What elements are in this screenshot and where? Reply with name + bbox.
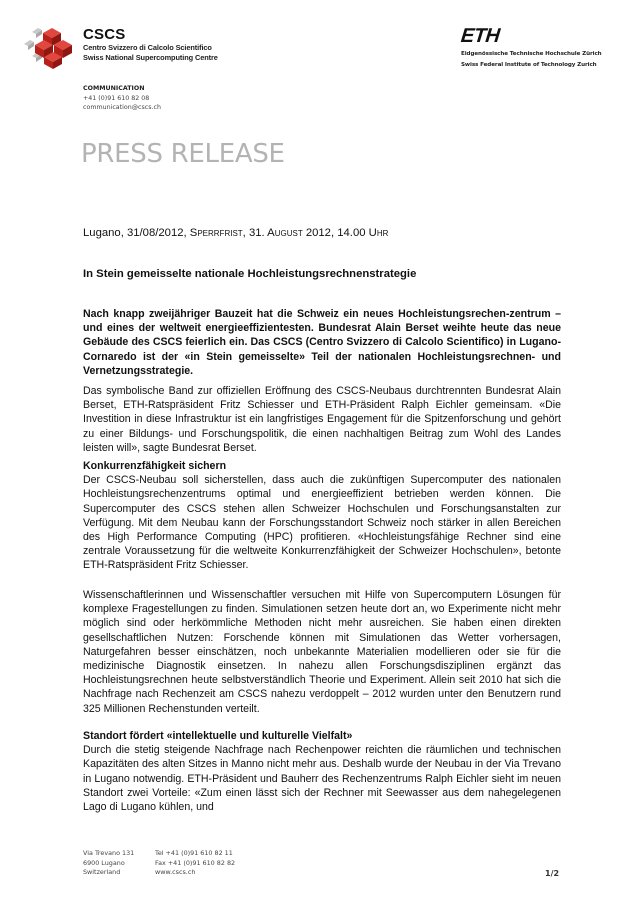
cscs-subtitle-english: Swiss National Supercomputing Centre — [83, 52, 218, 62]
footer-address-line: Switzerland — [83, 868, 121, 876]
section-heading: Konkurrenzfähigkeit sichern — [83, 460, 227, 472]
cscs-subtitle-italian: Centro Svizzero di Calcolo Scientifico — [83, 43, 212, 52]
communication-phone: +41 (0)91 610 82 08 — [83, 94, 150, 102]
communication-contact — [83, 84, 161, 113]
section-text: Der CSCS-Neubau soll sicherstellen, dass auch die zukünftigen Supercomputer des nationalen Hochleistungsrechenzentrums optimal und energieeffizient betrieben werden können. Die Supercomputer des CSCS stehen allen Schweizer Hochschulen und Forschungsanstalten zur Verfügung. Mit dem Neubau kann der Forschungsstandort Schweiz noch stärker in allen Bereichen des High Performance Computing (HPC) profitieren. «Hochleistungsfähige Rechner sind eine zentrale Voraussetzung für die weltweite Konkurrenzfähigkeit der Schweizer Hochschulen», betonte ETH-Ratspräsident Fritz Schiesser. — [83, 474, 561, 572]
footer-contact — [155, 849, 235, 878]
lead-paragraph: Nach knapp zweijähriger Bauzeit hat die Schweiz ein neues Hochleistungsrechen-zentrum – und eines der weltweit energieeffizientesten. Bundesrat Alain Berset weihte heute das neue Gebäude des CSCS feierlich ein. Das CSCS (Centro Svizzero di Calcolo Scientifico) in Lugano-Cornaredo ist der «in Stein gemeisselte» Teil der nationalen Hochleistungsrechnen- und Vernetzungsstrategie. — [83, 308, 561, 377]
section-location — [83, 729, 561, 814]
section-heading: Standort fördert «intellektuelle und kulturelle Vielfalt» — [83, 730, 353, 742]
dateline-embargo: Sperrfrist, 31. August 2012, 14.00 Uhr — [189, 227, 389, 239]
footer-address-line: 6900 Lugano — [83, 858, 125, 867]
communication-heading: COMMUNICATION — [83, 85, 145, 92]
eth-subtitle-german: Eidgenössische Technische Hochschule Zürich — [461, 51, 602, 57]
eth-logo: ETH — [459, 25, 501, 47]
section-text: Durch die stetig steigende Nachfrage nach Rechenpower reichten die räumlichen und technischen Kapazitäten des alten Sitzes in Manno nicht mehr aus. Deshalb wurde der Neubau in der Via Trevano in Lugano notwendig. ETH-Präsident und Bauherr des Rechenzentrums Ralph Eichler sieht im neuen Standort zwei Vorteile: «Zum einen lässt sich der Rechner mit Seewasser aus dem nahegelegenen Lago di Lugano kühlen, und — [83, 744, 561, 814]
eth-subtitle-english: Swiss Federal Institute of Technology Zurich — [461, 62, 597, 69]
cscs-name: CSCS — [83, 26, 126, 43]
cscs-brand — [83, 27, 218, 62]
footer-phone: Tel +41 (0)91 610 82 11 — [155, 849, 233, 857]
headline: In Stein gemeisselte nationale Hochleistungsrechnenstrategie — [83, 268, 417, 280]
body-paragraph-3: Wissenschaftlerinnen und Wissenschaftler versuchen mit Hilfe von Supercomputern Lösungen für komplexe Fragestellungen zu finden. Simulationen setzen heute dort an, wo Experimente nicht mehr möglich sind oder herkömmliche Methoden nicht mehr ausreichen. Sie haben einen direkten gesellschaftlichen Nutzen: Forschende können mit Simulationen das Wetter vorhersagen, Naturgefahren besser einschätzen, noch unbekannte Materialien modellieren oder sie für die medizinische Diagnostik einsetzen. In nahezu allen Forschungsdisziplinen ergänzt das Hochleistungsrechnen heute selbstverständlich Theorie und Experiment. Allein seit 2010 hat sich die Nachfrage nach Rechenzeit am CSCS nahezu verdoppelt – 2012 wurden unter den Benutzern rund 325 Millionen Rechenstunden verteilt. — [83, 589, 561, 715]
footer-fax: Fax +41 (0)91 610 82 82 — [155, 858, 236, 867]
dateline — [83, 227, 388, 239]
page-number: 1/2 — [545, 869, 560, 878]
footer-address — [83, 849, 134, 878]
document-type-title: PRESS RELEASE — [81, 139, 285, 169]
section-competitiveness — [83, 459, 561, 573]
footer-website[interactable]: www.cscs.ch — [155, 868, 196, 876]
dateline-place-date: Lugano, 31/08/2012, — [83, 227, 190, 239]
communication-email[interactable]: communication@cscs.ch — [83, 104, 161, 111]
footer-address-line: Via Trevano 131 — [83, 849, 135, 857]
cscs-logo-icon — [22, 26, 78, 70]
eth-brand — [461, 26, 602, 70]
body-paragraph-1: Das symbolische Band zur offiziellen Eröffnung des CSCS-Neubaus durchtrennten Bundesrat Alain Berset, ETH-Ratspräsident Fritz Schiesser und ETH-Präsident Ralph Eichler gemeinsam. «Die Investition in diese Infrastruktur ist ein langfristiges Engagement für die Spitzenforschung und gehört zu einer Bildungs- und Forschungspolitik, die einen nachhaltigen Beitrag zum Wohl des Landes leisten will», sagte Bundesrat Berset. — [83, 385, 561, 454]
